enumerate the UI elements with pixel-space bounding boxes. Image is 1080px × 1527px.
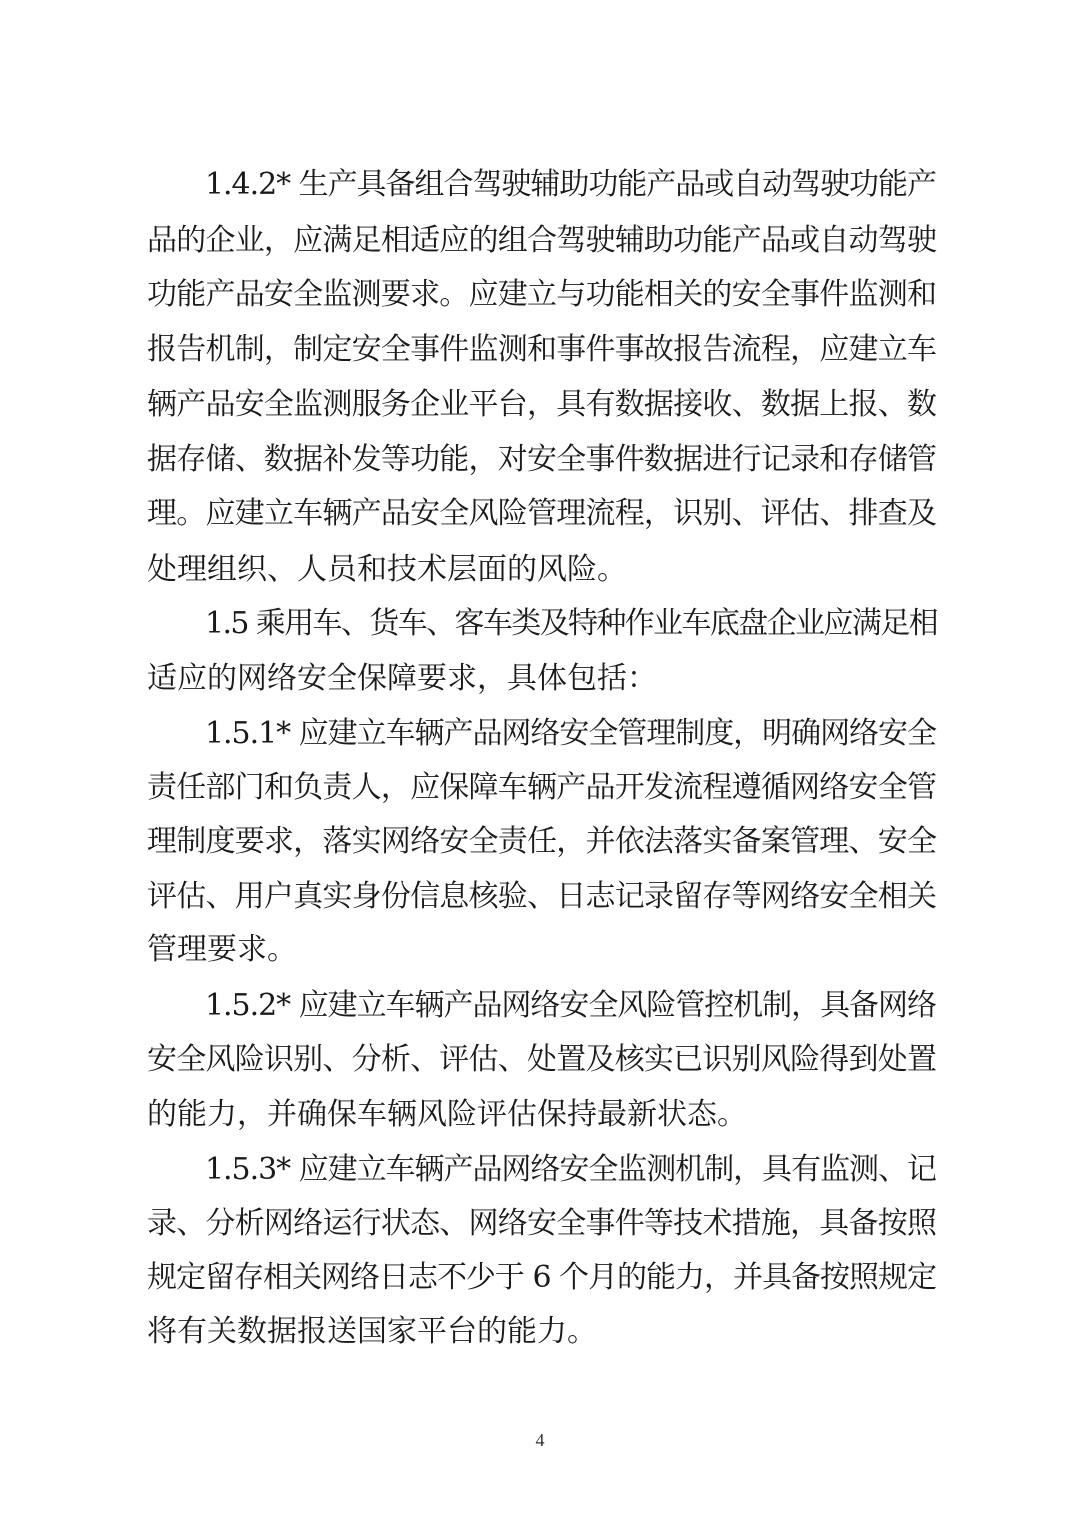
text-line: 评估、用户真实身份信息核验、日志记录留存等网络安全相关 bbox=[147, 879, 937, 914]
text-line: 1.5 乘用车、货车、客车类及特种作业车底盘企业应满足相 bbox=[205, 606, 937, 641]
text-line: 功能产品安全监测要求。应建立与功能相关的安全事件监测和 bbox=[147, 277, 937, 312]
text-line: 适应的网络安全保障要求，具体包括： bbox=[147, 661, 657, 696]
text-line: 1.4.2* 生产具备组合驾驶辅助功能产品或自动驾驶功能产 bbox=[205, 167, 936, 202]
text-line: 规定留存相关网络日志不少于 6 个月的能力，并具备按照规定 bbox=[147, 1260, 936, 1295]
page-number: 4 bbox=[535, 1430, 545, 1450]
text-line: 辆产品安全监测服务企业平台，具有数据接收、数据上报、数 bbox=[147, 387, 937, 422]
text-line: 安全风险识别、分析、评估、处置及核实已识别风险得到处置 bbox=[147, 1042, 937, 1077]
text-line: 理。应建立车辆产品安全风险管理流程，识别、评估、排查及 bbox=[147, 496, 937, 531]
text-line: 将有关数据报送国家平台的能力。 bbox=[147, 1314, 597, 1349]
text-line: 1.5.1* 应建立车辆产品网络安全管理制度，明确网络安全 bbox=[205, 716, 936, 751]
text-line: 处理组织、人员和技术层面的风险。 bbox=[147, 552, 627, 587]
text-line: 1.5.2* 应建立车辆产品网络安全风险管控机制，具备网络 bbox=[205, 988, 936, 1023]
text-line: 据存储、数据补发等功能，对安全事件数据进行记录和存储管 bbox=[147, 442, 937, 477]
text-line: 报告机制，制定安全事件监测和事件事故报告流程，应建立车 bbox=[147, 332, 937, 367]
text-line: 管理要求。 bbox=[147, 932, 297, 967]
text-line: 理制度要求，落实网络安全责任，并依法落实备案管理、安全 bbox=[147, 824, 937, 859]
text-line: 的能力，并确保车辆风险评估保持最新状态。 bbox=[147, 1097, 747, 1132]
text-line: 责任部门和负责人，应保障车辆产品开发流程遵循网络安全管 bbox=[147, 770, 937, 805]
text-line: 录、分析网络运行状态、网络安全事件等技术措施，具备按照 bbox=[147, 1206, 937, 1241]
text-line: 品的企业，应满足相适应的组合驾驶辅助功能产品或自动驾驶 bbox=[147, 223, 937, 258]
text-line: 1.5.3* 应建立车辆产品网络安全监测机制，具有监测、记 bbox=[205, 1152, 936, 1187]
